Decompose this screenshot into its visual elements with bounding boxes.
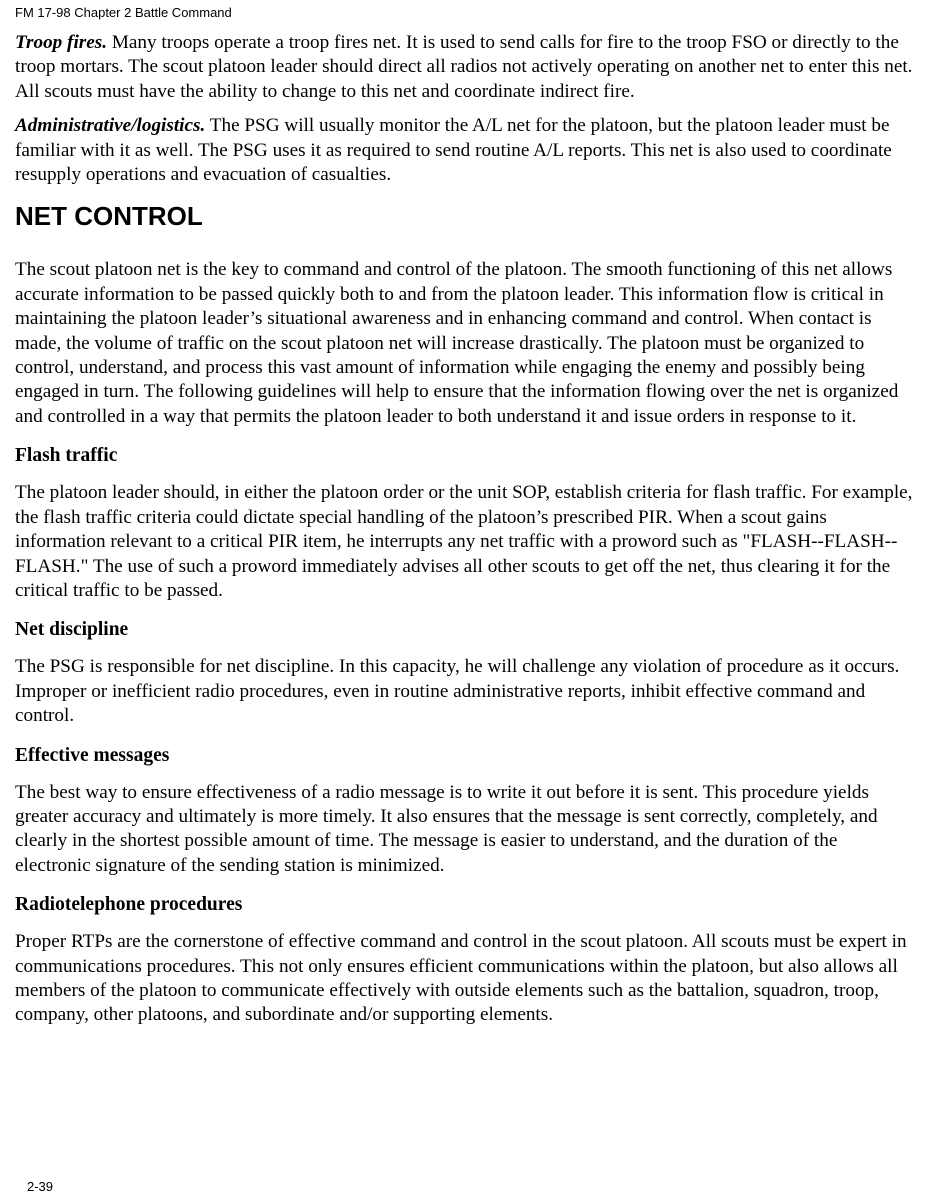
paragraph-troop-fires: [15, 31, 913, 104]
paragraph-effective-messages: The best way to ensure effectiveness of a radio message is to write it out before it is sent. This procedure yields greater accuracy and ultimately is more timely. It also ensures that the message is sent correctly, completely, and clearly in the shortest possible amount of time. The message is easier to understand, and the duration of the electronic signature of the sending station is minimized.: [15, 781, 878, 876]
paragraph-net-control: The scout platoon net is the key to command and control of the platoon. The smooth functioning of this net allows accurate information to be passed quickly both to and from the platoon leader. This information flow is critical in maintaining the platoon leader’s situational awareness and in enhancing command and control. When contact is made, the volume of traffic on the scout platoon net will increase drastically. The platoon must be organized to control, understand, and process this vast amount of information while engaging the enemy and possibly being engaged in turn. The following guidelines will help to ensure that the information flowing over the net is organized and controlled in a way that permits the platoon leader to both understand it and issue orders in response to it.: [15, 259, 899, 427]
runin-admin-logistics: Administrative/logistics.: [15, 115, 206, 137]
text-admin-logistics: The PSG will usually monitor the A/L net for the platoon, but the platoon leader must be familiar with it as well. The PSG uses it as required to send routine A/L reports. This net is also used to coordinate resupply operations and evacuation of casualties.: [15, 115, 892, 186]
heading-net-discipline: Net discipline: [15, 619, 129, 641]
heading-flash-traffic: Flash traffic: [15, 445, 118, 467]
section-title-net-control: NET CONTROL: [15, 201, 203, 232]
page-content: [15, 31, 913, 1038]
paragraph-flash-traffic: The platoon leader should, in either the platoon order or the unit SOP, establish criteria for flash traffic. For example, the flash traffic criteria could dictate special handling of the platoon’s prescribed PIR. When a scout gains information relevant to a critical PIR item, he interrupts any net traffic with a proword such as "FLASH--FLASH--FLASH." The use of such a proword immediately advises all other scouts to get off the net, thus clearing it for the critical traffic to be passed.: [15, 482, 913, 601]
paragraph-radiotelephone-procedures: Proper RTPs are the cornerstone of effective command and control in the scout platoon. All scouts must be expert in communications procedures. This not only ensures efficient communications within the platoon, but also allows all members of the platoon to communicate effectively with outside elements such as the battalion, squadron, troop, company, other platoons, and subordinate and/or supporting elements.: [15, 931, 907, 1026]
running-header: FM 17-98 Chapter 2 Battle Command: [15, 5, 232, 20]
heading-radiotelephone-procedures: Radiotelephone procedures: [15, 894, 243, 916]
paragraph-net-discipline: The PSG is responsible for net discipline. In this capacity, he will challenge any violation of procedure as it occurs. Improper or inefficient radio procedures, even in routine administrative reports, inhibit effective command and control.: [15, 656, 900, 727]
paragraph-admin-logistics: [15, 114, 913, 187]
text-troop-fires: Many troops operate a troop fires net. It is used to send calls for fire to the troop FSO or directly to the troop mortars. The scout platoon leader should direct all radios not actively operating on another net to enter this net. All scouts must have the ability to change to this net and coordinate indirect fire.: [15, 32, 913, 102]
heading-effective-messages: Effective messages: [15, 744, 170, 766]
page-number: 2-39: [27, 1179, 54, 1194]
runin-troop-fires: Troop fires.: [15, 32, 108, 53]
